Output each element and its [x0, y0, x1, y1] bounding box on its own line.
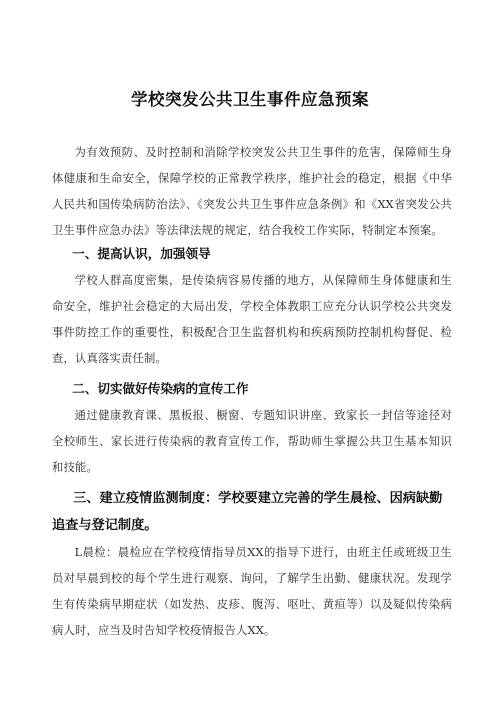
section-heading-1: 一、提高认识，加强领导: [72, 246, 211, 261]
document-title: 学校突发公共卫生事件应急预案: [131, 90, 369, 109]
section-body-2: 通过健康教育课、黑板报、橱窗、专题知识讲座、致家长一封信等途径对全校师生、家长进行传染病的教育宣传工作，帮助师生掌握公共卫生基本知识和技能。: [52, 409, 452, 474]
section-heading-2: 二、切实做好传染病的宣传工作: [72, 381, 249, 396]
intro-paragraph: 为有效预防、及时控制和消除学校突发公共卫生事件的危害，保障师生身体健康和生命安全，保障学校的正常教学秩序，维护社会的稳定，根据《中华人民共和国传染病防治法》、《突发公共卫生事件应急条例》和《XX省突发公共卫生事件应急办法》等法律法规的规定，结合我校工作实际，特制定本预案。: [52, 146, 452, 237]
section-heading-3: 三、建立疫情监测制度：学校要建立完善的学生晨检、因病缺勤追查与登记制度。: [52, 491, 443, 533]
section-body-3: L晨检：晨检应在学校疫情指导员XX的指导下进行，由班主任或班级卫生员对早晨到校的每个学生进行观察、询问，了解学生出勤、健康状况。发现学生有传染病早期症状（如发热、皮疹、腹泻、呕吐、黄疸等）以及疑似传染病病人时，应当及时告知学校疫情报告人XX。: [52, 546, 452, 637]
section-body-1: 学校人群高度密集，是传染病容易传播的地方，从保障师生身体健康和生命安全，维护社会稳定的大局出发，学校全体教职工应充分认识学校公共突发事件防控工作的重要性，积极配合卫生监督机构和疾病预防控制机构督促、检查，认真落实责任制。: [52, 274, 452, 365]
